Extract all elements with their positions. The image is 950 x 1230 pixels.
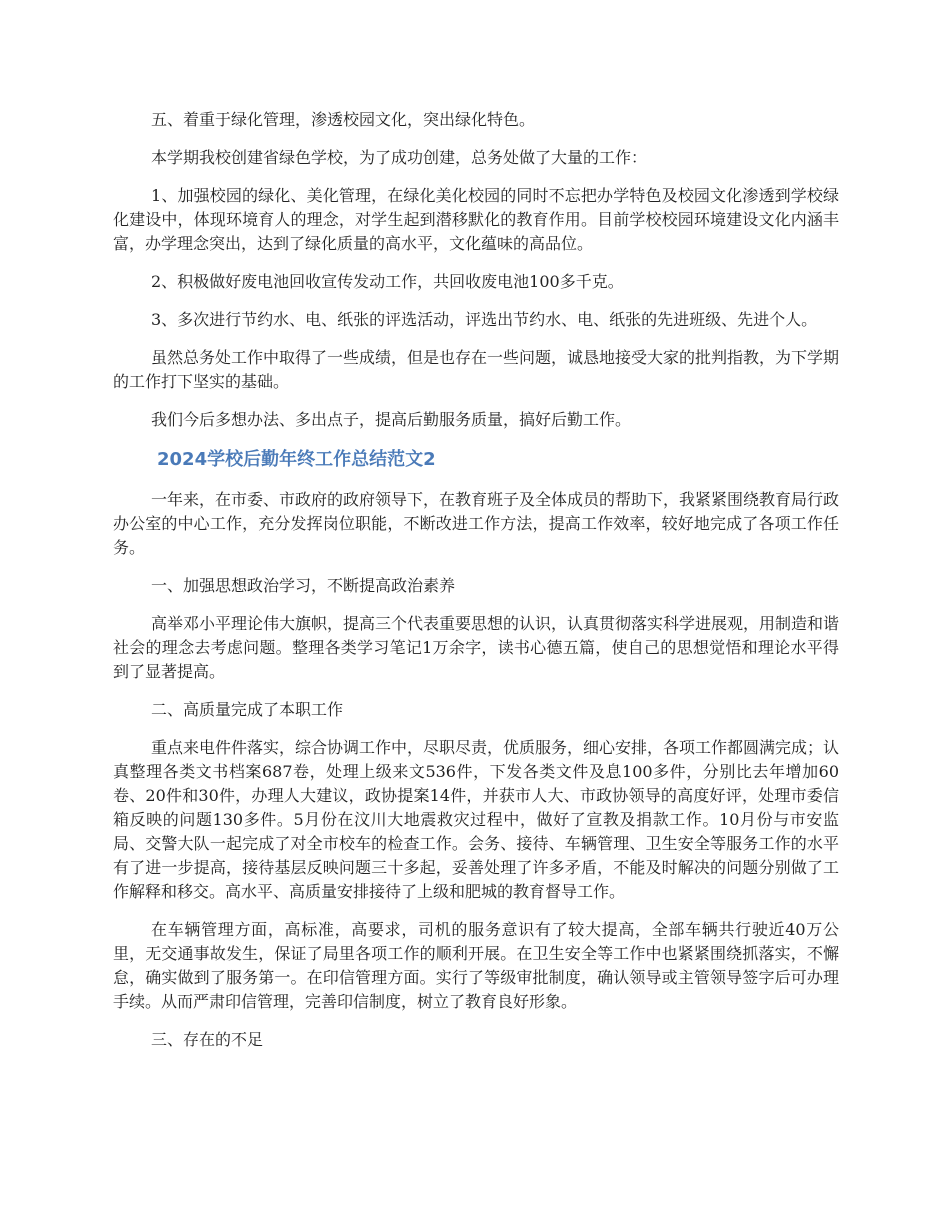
- paragraph: 我们今后多想办法、多出点子，提高后勤服务质量，搞好后勤工作。: [151, 410, 632, 429]
- section-heading: 三、存在的不足: [151, 1030, 264, 1049]
- paragraph: 重点来电件件落实，综合协调工作中，尽职尽责，优质服务，细心安排，各项工作都圆满完成；认真整理各类文书档案687卷，处理上级来文536件，下发各类文件及息100多件，分别比去年增加60卷、20件和30件，办理人大建议，政协提案14件，并获市人大、市政协领导的高度好评，处理市委信箱反映的问题130多件。5月份在汶川大地震救灾过程中，做好了宣教及捐款工作。10月份与市安监局、交警大队一起完成了对全市校车的检查工作。会务、接待、车辆管理、卫生安全等服务工作的水平有了进一步提高，接待基层反映问题三十多起，妥善处理了许多矛盾，不能及时解决的问题分别做了工作解释和移交。高水平、高质量安排接待了上级和肥城的教育督导工作。: [113, 738, 840, 901]
- section-title: 2024学校后勤年终工作总结范文2: [157, 449, 436, 470]
- paragraph: 在车辆管理方面，高标准，高要求，司机的服务意识有了较大提高，全部车辆共行驶近40万公里，无交通事故发生，保证了局里各项工作的顺利开展。在卫生安全等工作中也紧紧围绕抓落实，不懈怠，确实做到了服务第一。在印信管理方面。实行了等级审批制度，确认领导或主管领导签字后可办理手续。从而严肃印信管理，完善印信制度，树立了教育良好形象。: [113, 920, 839, 1011]
- paragraph: 3、多次进行节约水、电、纸张的评选活动，评选出节约水、电、纸张的先进班级、先进个人。: [151, 310, 818, 329]
- paragraph: 本学期我校创建省绿色学校，为了成功创建，总务处做了大量的工作：: [151, 148, 648, 167]
- paragraph: 1、加强校园的绿化、美化管理，在绿化美化校园的同时不忘把办学特色及校园文化渗透到学校绿化建设中，体现环境育人的理念，对学生起到潜移默化的教育作用。目前学校校园环境建设文化内涵丰富，办学理念突出，达到了绿化质量的高水平，文化蕴味的高品位。: [113, 186, 839, 253]
- paragraph: 虽然总务处工作中取得了一些成绩，但是也存在一些问题，诚恳地接受大家的批判指教，为下学期的工作打下坚实的基础。: [113, 348, 840, 391]
- paragraph: 高举邓小平理论伟大旗帜，提高三个代表重要思想的认识，认真贯彻落实科学进展观，用制造和谐社会的理念去考虑问题。整理各类学习笔记1万余字，读书心德五篇，使自己的思想觉悟和理论水平得到了显著提高。: [113, 614, 840, 681]
- paragraph: 五、着重于绿化管理，渗透校园文化，突出绿化特色。: [151, 110, 536, 129]
- section-heading: 二、高质量完成了本职工作: [151, 700, 344, 719]
- paragraph: 一年来，在市委、市政府的政府领导下，在教育班子及全体成员的帮助下，我紧紧围绕教育局行政办公室的中心工作，充分发挥岗位职能，不断改进工作方法，提高工作效率，较好地完成了各项工作任务。: [113, 490, 840, 557]
- section-heading: 一、加强思想政治学习，不断提高政治素养: [151, 576, 456, 595]
- document-page: [113, 108, 839, 1066]
- paragraph: 2、积极做好废电池回收宣传发动工作，共回收废电池100多千克。: [151, 272, 624, 291]
